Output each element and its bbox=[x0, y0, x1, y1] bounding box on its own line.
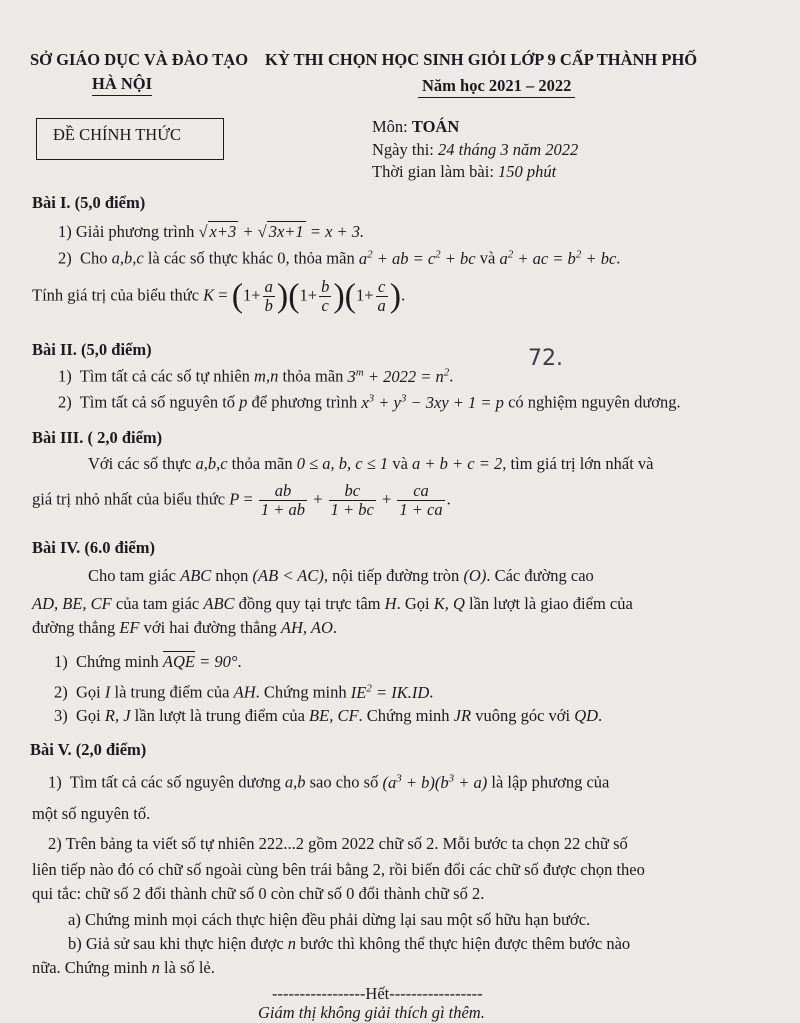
section-4-question-3: 3) Gọi R, J lần lượt là trung điểm của BE, CF. Chứng minh JR vuông góc với QD. bbox=[54, 706, 603, 725]
section-2-question-1: 1) Tìm tất cả các số tự nhiên m,n thỏa mãn $3^m + 2022 = n^2$. bbox=[58, 366, 454, 386]
section-5-question-1-line-2: một số nguyên tố. bbox=[32, 804, 151, 823]
date-value: 24 tháng 3 năm 2022 bbox=[438, 140, 579, 159]
department-name: SỞ GIÁO DỤC VÀ ĐÀO TẠO bbox=[30, 50, 249, 69]
subject-value: TOÁN bbox=[411, 117, 460, 136]
section-4-question-1: 1) Chứng minh AQE = 90°. bbox=[54, 652, 242, 671]
section-4-line-3: đường thẳng EF với hai đường thẳng AH, AO. bbox=[32, 618, 337, 637]
duration-value: 150 phút bbox=[498, 162, 557, 181]
section-5-part-b-line-1: b) Giả sử sau khi thực hiện được n bước thì không thể thực hiện được thêm bước nào bbox=[68, 934, 631, 953]
section-3-line-1: Với các số thực a,b,c thỏa mãn 0 ≤ a, b, c ≤ 1 và a + b + c = 2, tìm giá trị lớn nhất và bbox=[88, 454, 654, 473]
section-5-part-b-line-2: nữa. Chứng minh n là số lẻ. bbox=[32, 958, 215, 977]
section-5-title: Bài V. (2,0 điểm) bbox=[30, 740, 147, 759]
section-2-question-2: 2) Tìm tất cả số nguyên tố p để phương trình $x^3 + y^3 - 3xy + 1 = p$ có nghiệm nguyên dương. bbox=[58, 392, 681, 412]
date-label: Ngày thi: bbox=[372, 140, 438, 159]
section-3-title: Bài III. ( 2,0 điểm) bbox=[32, 428, 163, 447]
section-1-q1-equation: √ x+3 + √ 3x+1 = x + 3. bbox=[198, 222, 365, 241]
exam-title: KỲ THI CHỌN HỌC SINH GIỎI LỚP 9 CẤP THÀNH PHỐ bbox=[265, 50, 698, 69]
section-4-line-2: AD, BE, CF của tam giác ABC đồng quy tại trực tâm H. Gọi K, Q lần lượt là giao điểm của bbox=[32, 594, 633, 613]
official-exam-label: ĐỀ CHÍNH THỨC bbox=[53, 125, 181, 144]
section-4-question-2: 2) Gọi I là trung điểm của AH. Chứng minh $IE^2 = IK.ID$. bbox=[54, 682, 434, 702]
section-1-expression-K: Tính giá trị của biểu thức K = (1+ $\frac{a}{b}$ )(1+ $\frac{b}{c}$ )(1+ $\frac{c}{a}$ ). bbox=[32, 277, 406, 315]
duration-label: Thời gian làm bài: bbox=[372, 162, 499, 181]
school-year: Năm học 2021 – 2022 bbox=[418, 76, 575, 98]
section-5-question-2-line-1: 2) Trên bảng ta viết số tự nhiên 222...2 gồm 2022 chữ số 2. Mỗi bước ta chọn 22 chữ số bbox=[48, 834, 628, 853]
section-5-part-a: a) Chứng minh mọi cách thực hiện đều phải dừng lại sau một số hữu hạn bước. bbox=[68, 910, 591, 929]
subject-line bbox=[372, 117, 459, 137]
handwritten-note: 72. bbox=[528, 346, 563, 371]
date-line bbox=[372, 140, 578, 160]
section-4-line-1: Cho tam giác ABC nhọn (AB < AC), nội tiếp đường tròn (O). Các đường cao bbox=[88, 566, 594, 585]
section-1-q1-text: 1) Giải phương trình bbox=[58, 222, 195, 241]
invigilator-note: Giám thị không giải thích gì thêm. bbox=[258, 1003, 485, 1022]
section-5-question-2-line-3: qui tắc: chữ số 2 đổi thành chữ số 0 còn chữ số 0 đổi thành chữ số 2. bbox=[32, 884, 485, 903]
section-3-expression-P: giá trị nhỏ nhất của biểu thức P = $\frac{ab}{1 + ab}$ + $\frac{bc}{1 + bc}$ + $\frac{ca}{1 + ca}$ . bbox=[32, 481, 451, 519]
section-1-question-2: 2) Cho a,b,c là các số thực khác 0, thỏa mãn $a^2$ + ab = $c^2$ + bc và $a^2$ + ac = $b^2$ + bc. bbox=[58, 248, 621, 268]
section-5-question-1-line-1: 1) Tìm tất cả các số nguyên dương a,b sao cho số $(a^3 + b)(b^3 + a)$ là lập phương của bbox=[48, 772, 610, 792]
section-1-question-1 bbox=[58, 222, 364, 242]
section-2-title: Bài II. (5,0 điểm) bbox=[32, 340, 152, 359]
subject-label: Môn: bbox=[372, 117, 412, 136]
duration-line bbox=[372, 162, 556, 182]
section-1-title: Bài I. (5,0 điểm) bbox=[32, 193, 146, 212]
official-exam-box bbox=[36, 118, 224, 160]
section-5-question-2-line-2: liên tiếp nào đó có chữ số ngoài cùng bên trái bằng 2, rồi biến đổi các chữ số được chọn theo bbox=[32, 860, 645, 879]
end-marker: -----------------Hết----------------- bbox=[272, 984, 483, 1003]
section-4-title: Bài IV. (6.0 điểm) bbox=[32, 538, 155, 557]
department-city: HÀ NỘI bbox=[92, 74, 152, 96]
